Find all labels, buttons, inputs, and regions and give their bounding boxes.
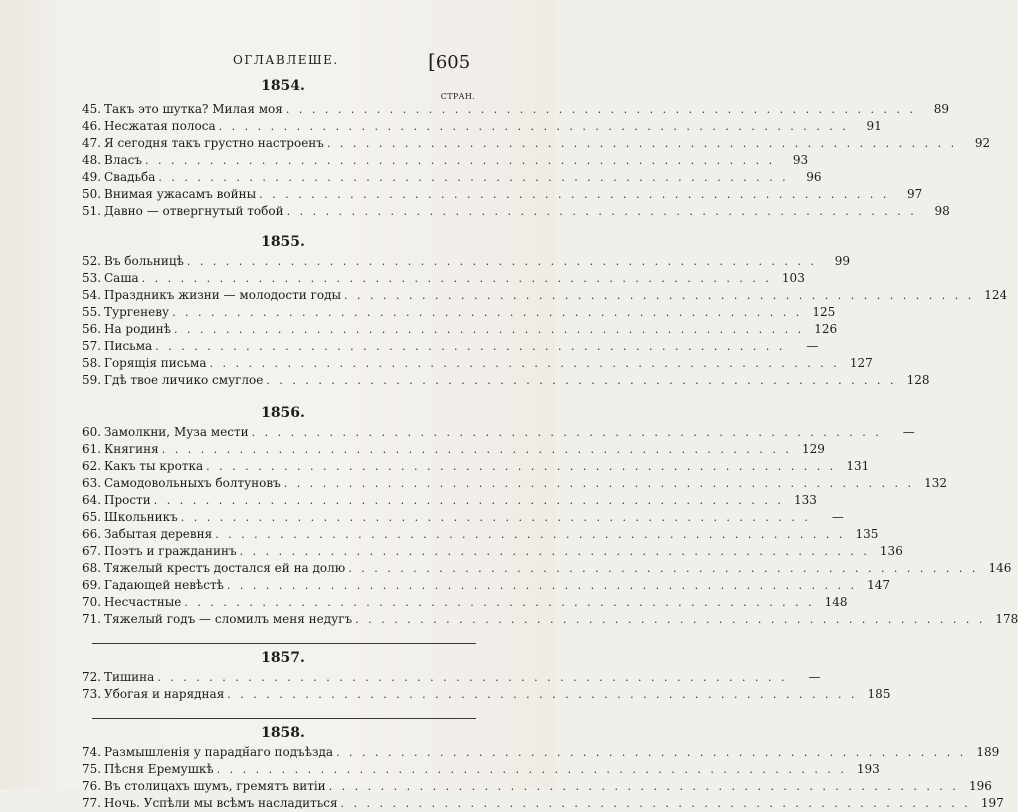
- toc-entry: [82, 526, 879, 543]
- dot-leader: . . . . . . . . . . . . . . . . . . . . . . . . . . . . . . . . . . . . . . . . . . . . . . . . .: [340, 797, 971, 810]
- toc-entry: [82, 458, 870, 475]
- toc-entry: [82, 152, 809, 169]
- dot-leader: . . . . . . . . . . . . . . . . . . . . . . . . . . . . . . . . . . . . . . . . . . . . . . . . .: [180, 511, 811, 524]
- entry-page: 92: [974, 136, 991, 150]
- entry-title: Пѣсня Еремушкѣ: [104, 762, 214, 776]
- toc-entry: [82, 338, 819, 355]
- section-spacer: [82, 628, 476, 642]
- toc-entry: [82, 424, 915, 441]
- dot-leader: . . . . . . . . . . . . . . . . . . . . . . . . . . . . . . . . . . . . . . . . . . . . . . . . .: [285, 103, 917, 116]
- entry-title: Письма: [104, 339, 153, 353]
- entry-number: 63.: [82, 476, 102, 490]
- toc-entry: [82, 270, 805, 287]
- entry-title: Забытая деревня: [104, 527, 213, 541]
- toc-entry: [82, 669, 821, 686]
- entry-number: 62.: [82, 459, 102, 473]
- page-column-label: СТРАН.: [440, 92, 475, 101]
- entry-title: Гадающей невѣстѣ: [104, 578, 224, 592]
- entry-number: 75.: [82, 762, 102, 776]
- toc-entry: [82, 778, 992, 795]
- page-header: [0, 50, 555, 72]
- dot-leader: . . . . . . . . . . . . . . . . . . . . . . . . . . . . . . . . . . . . . . . . . . . . . . . . .: [206, 460, 837, 473]
- entry-page: 146: [988, 561, 1012, 575]
- entry-title: Школьникъ: [104, 510, 178, 524]
- dot-leader: . . . . . . . . . . . . . . . . . . . . . . . . . . . . . . . . . . . . . . . . . . . . . . . . .: [266, 374, 897, 387]
- entry-title: Я сегодня такъ грустно настроенъ: [104, 136, 324, 150]
- entry-number: 61.: [82, 442, 102, 456]
- toc-entry: [82, 744, 1000, 761]
- entry-number: 45.: [82, 102, 102, 116]
- section-spacer: [82, 389, 476, 403]
- toc-entry: [82, 101, 950, 118]
- entry-number: 50.: [82, 187, 102, 201]
- entry-number: 51.: [82, 204, 102, 218]
- entry-title: На родинѣ: [104, 322, 171, 336]
- entry-page: 93: [792, 153, 809, 167]
- entry-page: 124: [984, 288, 1008, 302]
- toc-entry: [82, 594, 848, 611]
- entry-number: 59.: [82, 373, 102, 387]
- year-heading: 1856.: [261, 405, 305, 421]
- entry-title: Власъ: [104, 153, 142, 167]
- dot-leader: . . . . . . . . . . . . . . . . . . . . . . . . . . . . . . . . . . . . . . . . . . . . . . . . .: [348, 562, 979, 575]
- entry-page: 185: [867, 687, 891, 701]
- entry-title: Праздникъ жизни — молодости годы: [104, 288, 342, 302]
- dot-leader: . . . . . . . . . . . . . . . . . . . . . . . . . . . . . . . . . . . . . . . . . . . . . . . . .: [259, 188, 890, 201]
- year-heading: 1857.: [261, 650, 305, 666]
- entry-number: 67.: [82, 544, 102, 558]
- entry-page: 189: [976, 745, 1000, 759]
- entry-page: —: [806, 339, 819, 353]
- entry-page: 128: [906, 373, 930, 387]
- entry-number: 68.: [82, 561, 102, 575]
- entry-title: Тургеневу: [104, 305, 170, 319]
- entry-page: 103: [781, 271, 805, 285]
- entry-number: 65.: [82, 510, 102, 524]
- entry-title: Несжатая полоса: [104, 119, 216, 133]
- entry-page: —: [902, 425, 915, 439]
- toc-entry: [82, 441, 825, 458]
- entry-number: 71.: [82, 612, 102, 626]
- dot-leader: . . . . . . . . . . . . . . . . . . . . . . . . . . . . . . . . . . . . . . . . . . . . . . . . .: [215, 528, 846, 541]
- dot-leader: . . . . . . . . . . . . . . . . . . . . . . . . . . . . . . . . . . . . . . . . . . . . . . . . .: [326, 137, 958, 150]
- entry-number: 56.: [82, 322, 102, 336]
- entry-page: 98: [934, 204, 950, 218]
- toc-entry: [82, 560, 1012, 577]
- dot-leader: . . . . . . . . . . . . . . . . . . . . . . . . . . . . . . . . . . . . . . . . . . . . . . . . .: [153, 494, 784, 507]
- entry-page: 96: [806, 170, 822, 184]
- entry-number: 47.: [82, 136, 102, 150]
- toc-entry: [82, 118, 882, 135]
- entry-page: 97: [907, 187, 923, 201]
- entry-page: —: [831, 510, 844, 524]
- entry-number: 52.: [82, 254, 102, 268]
- entry-title: Замолкни, Муза мести: [104, 425, 249, 439]
- entry-number: 74.: [82, 745, 102, 759]
- dot-leader: . . . . . . . . . . . . . . . . . . . . . . . . . . . . . . . . . . . . . . . . . . . . . . . . .: [227, 688, 858, 701]
- toc-entry: [82, 203, 950, 220]
- entry-number: 60.: [82, 425, 102, 439]
- dot-leader: . . . . . . . . . . . . . . . . . . . . . . . . . . . . . . . . . . . . . . . . . . . . . . . . .: [209, 357, 840, 370]
- dot-leader: . . . . . . . . . . . . . . . . . . . . . . . . . . . . . . . . . . . . . . . . . . . . . . . . .: [216, 763, 847, 776]
- toc-entry: [82, 475, 947, 492]
- year-heading: 1858.: [261, 725, 305, 741]
- year-heading: 1854.: [261, 78, 305, 94]
- toc-entry: [82, 287, 1008, 304]
- entry-page: 133: [794, 493, 817, 507]
- dot-leader: . . . . . . . . . . . . . . . . . . . . . . . . . . . . . . . . . . . . . . . . . . . . . . . . .: [283, 477, 914, 490]
- entry-title: Давно — отвергнутый тобой: [104, 204, 284, 218]
- toc-entry: [82, 795, 1004, 812]
- entry-number: 77.: [82, 796, 102, 810]
- toc-entry: [82, 169, 822, 186]
- dot-leader: . . . . . . . . . . . . . . . . . . . . . . . . . . . . . . . . . . . . . . . . . . . . . . . . .: [186, 255, 817, 268]
- entry-title: Убогая и нарядная: [104, 687, 225, 701]
- entry-page: 125: [812, 305, 836, 319]
- entry-page: 129: [801, 442, 825, 456]
- entry-page: 148: [824, 595, 848, 609]
- dot-leader: . . . . . . . . . . . . . . . . . . . . . . . . . . . . . . . . . . . . . . . . . . . . . . . . .: [218, 120, 849, 133]
- entry-number: 64.: [82, 493, 102, 507]
- entry-title: Поэтъ и гражданинъ: [104, 544, 237, 558]
- dot-leader: . . . . . . . . . . . . . . . . . . . . . . . . . . . . . . . . . . . . . . . . . . . . . . . . .: [286, 205, 917, 218]
- dot-leader: . . . . . . . . . . . . . . . . . . . . . . . . . . . . . . . . . . . . . . . . . . . . . . . . .: [344, 289, 975, 302]
- dot-leader: . . . . . . . . . . . . . . . . . . . . . . . . . . . . . . . . . . . . . . . . . . . . . . . . .: [336, 746, 967, 759]
- toc-entry: [82, 509, 844, 526]
- entry-title: Ночь. Успѣли мы всѣмъ насладиться: [104, 796, 338, 810]
- toc-entry: [82, 135, 991, 152]
- entry-page: 197: [980, 796, 1004, 810]
- entry-title: Размышленія у парадн̆аго подъѣзда: [104, 745, 334, 759]
- entry-number: 58.: [82, 356, 102, 370]
- dot-leader: . . . . . . . . . . . . . . . . . . . . . . . . . . . . . . . . . . . . . . . . . . . . . . . . .: [161, 443, 792, 456]
- entry-number: 72.: [82, 670, 102, 684]
- entry-page: 127: [849, 356, 873, 370]
- table-of-contents: [82, 76, 1018, 812]
- entry-page: 135: [855, 527, 879, 541]
- entry-page: 126: [814, 322, 838, 336]
- toc-entry: [82, 253, 850, 270]
- entry-page: 131: [846, 459, 870, 473]
- entry-number: 49.: [82, 170, 102, 184]
- entry-page: 132: [924, 476, 947, 490]
- toc-entry: [82, 355, 873, 372]
- entry-number: 55.: [82, 305, 102, 319]
- entry-title: Тяжелый крестъ достался ей на долю: [104, 561, 346, 575]
- entry-page: 178: [995, 612, 1018, 626]
- entry-title: Тишина: [104, 670, 155, 684]
- entry-title: Тяжелый годъ — сломилъ меня недугъ: [104, 612, 353, 626]
- dot-leader: . . . . . . . . . . . . . . . . . . . . . . . . . . . . . . . . . . . . . . . . . . . . . . . . .: [172, 306, 803, 319]
- section-spacer: [82, 703, 476, 717]
- entry-page: 99: [834, 254, 850, 268]
- dot-leader: . . . . . . . . . . . . . . . . . . . . . . . . . . . . . . . . . . . . . . . . . . . . . . . . .: [144, 154, 776, 167]
- dot-leader: . . . . . . . . . . . . . . . . . . . . . . . . . . . . . . . . . . . . . . . . . . . . . . . . .: [239, 545, 870, 558]
- entry-number: 76.: [82, 779, 102, 793]
- entry-title: Какъ ты кротка: [104, 459, 204, 473]
- dot-leader: . . . . . . . . . . . . . . . . . . . . . . . . . . . . . . . . . . . . . . . . . . . . . . . . .: [355, 613, 986, 626]
- toc-entry: [82, 372, 930, 389]
- entry-title: Княгиня: [104, 442, 159, 456]
- section-spacer: [82, 220, 476, 232]
- toc-entry: [82, 543, 903, 560]
- dot-leader: . . . . . . . . . . . . . . . . . . . . . . . . . . . . . . . . . . . . . . . . . . . . . . . . .: [157, 671, 788, 684]
- dot-leader: . . . . . . . . . . . . . . . . . . . . . . . . . . . . . . . . . . . . . . . . . . . . . . . . .: [173, 323, 805, 336]
- toc-entry: [82, 321, 838, 338]
- entry-title: Горящія письма: [104, 356, 207, 370]
- toc-entry: [82, 611, 1018, 628]
- toc-entry: [82, 577, 891, 594]
- entry-title: Самодовольныхъ болтуновъ: [104, 476, 281, 490]
- entry-number: 46.: [82, 119, 102, 133]
- dot-leader: . . . . . . . . . . . . . . . . . . . . . . . . . . . . . . . . . . . . . . . . . . . . . . . . .: [155, 340, 786, 353]
- toc-entry: [82, 492, 817, 509]
- toc-entry: [82, 186, 923, 203]
- entry-title: Внимая ужасамъ войны: [104, 187, 257, 201]
- page-number-bracket: [: [428, 49, 436, 73]
- entry-title: Такъ это шутка? Милая моя: [104, 102, 283, 116]
- entry-title: Несчастные: [104, 595, 182, 609]
- entry-page: 193: [856, 762, 880, 776]
- entry-page: —: [808, 670, 821, 684]
- running-title: ОГЛАВЛЕШЕ.: [233, 53, 339, 67]
- page-number: [428, 49, 470, 73]
- entry-title: Гдѣ твое личико смуглое: [104, 373, 264, 387]
- dot-leader: . . . . . . . . . . . . . . . . . . . . . . . . . . . . . . . . . . . . . . . . . . . . . . . . .: [158, 171, 789, 184]
- dot-leader: . . . . . . . . . . . . . . . . . . . . . . . . . . . . . . . . . . . . . . . . . . . . . . . . .: [184, 596, 815, 609]
- entry-page: 196: [968, 779, 992, 793]
- entry-title: Въ больницѣ: [104, 254, 184, 268]
- entry-title: Свадьба: [104, 170, 156, 184]
- entry-number: 69.: [82, 578, 102, 592]
- entry-number: 53.: [82, 271, 102, 285]
- entry-number: 70.: [82, 595, 102, 609]
- toc-entry: [82, 761, 880, 778]
- dot-leader: . . . . . . . . . . . . . . . . . . . . . . . . . . . . . . . . . . . . . . . . . . . . . . . . .: [251, 426, 882, 439]
- toc-entry: [82, 304, 836, 321]
- entry-title: Саша: [104, 271, 139, 285]
- year-heading: 1855.: [261, 234, 305, 250]
- section-rule: [92, 718, 476, 719]
- section-rule: [92, 643, 476, 644]
- entry-number: 57.: [82, 339, 102, 353]
- entry-page: 147: [867, 578, 891, 592]
- dot-leader: . . . . . . . . . . . . . . . . . . . . . . . . . . . . . . . . . . . . . . . . . . . . . . . . .: [141, 272, 772, 285]
- dot-leader: . . . . . . . . . . . . . . . . . . . . . . . . . . . . . . . . . . . . . . . . . . . . . . . . .: [328, 780, 959, 793]
- entry-title: Прости: [104, 493, 151, 507]
- entry-page: 136: [879, 544, 903, 558]
- page-number-value: 605: [435, 52, 471, 73]
- toc-entry: [82, 686, 891, 703]
- entry-number: 48.: [82, 153, 102, 167]
- entry-page: 91: [866, 119, 882, 133]
- entry-page: 89: [933, 102, 950, 116]
- entry-number: 73.: [82, 687, 102, 701]
- entry-number: 66.: [82, 527, 102, 541]
- entry-number: 54.: [82, 288, 102, 302]
- dot-leader: . . . . . . . . . . . . . . . . . . . . . . . . . . . . . . . . . . . . . . . . . . . . . . . . .: [226, 579, 858, 592]
- entry-title: Въ столицахъ шумъ, гремятъ витіи: [104, 779, 326, 793]
